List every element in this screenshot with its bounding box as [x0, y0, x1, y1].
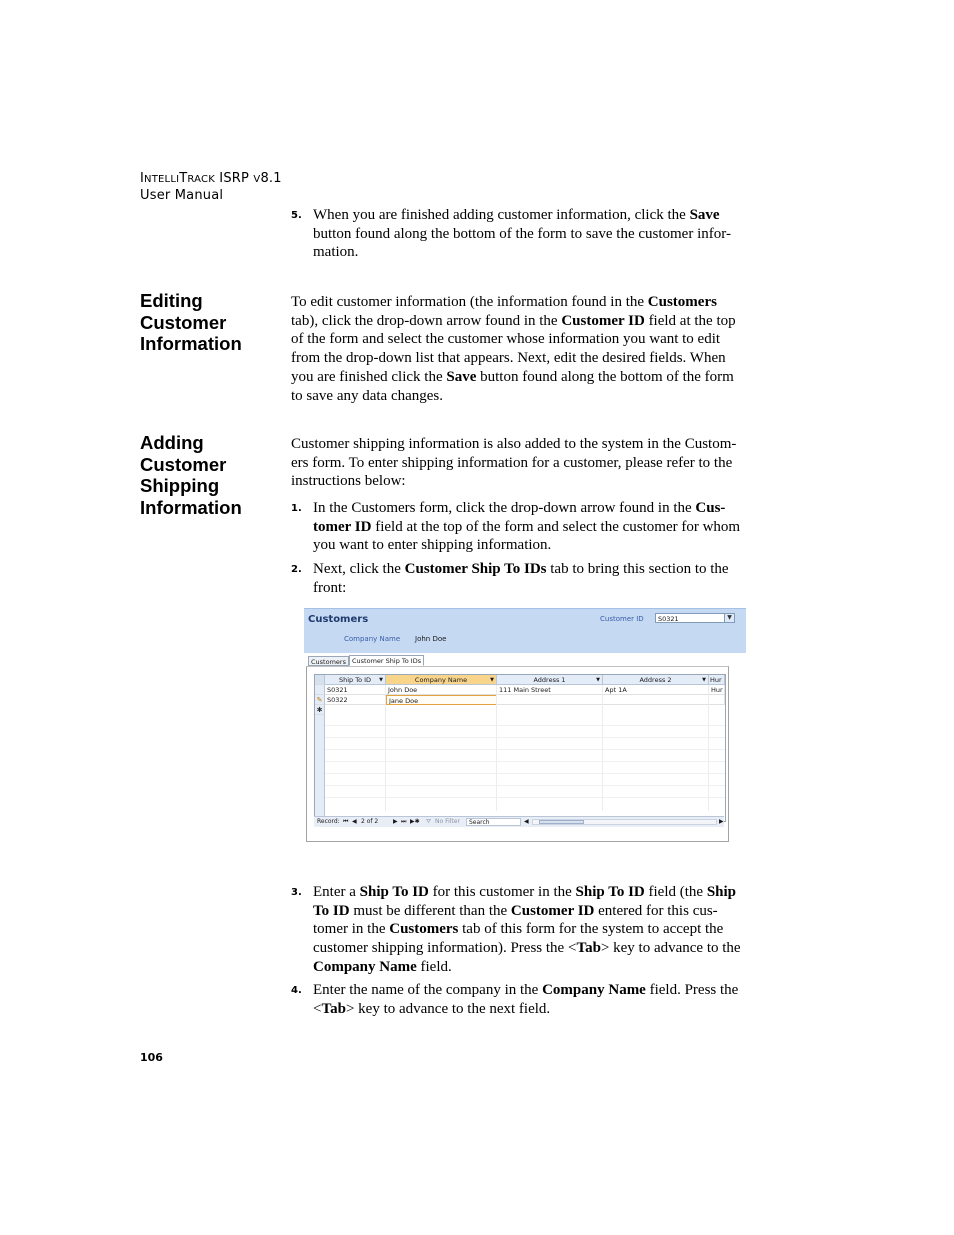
- line: Next, click the Customer Ship To IDs tab to bring this section to the: [313, 561, 729, 577]
- table-cell[interactable]: S0321: [325, 685, 386, 695]
- previous-record-icon[interactable]: ◀: [352, 818, 357, 825]
- scrollbar-thumb[interactable]: [539, 820, 584, 824]
- line: to save any data changes.: [291, 387, 444, 404]
- step-5-text: [313, 206, 763, 262]
- scroll-right-icon[interactable]: ▶: [719, 818, 724, 825]
- grid-line: [708, 685, 709, 811]
- running-header-subtitle: User Manual: [140, 188, 224, 203]
- form-title: Customers: [308, 614, 369, 625]
- step-number: 4.: [291, 985, 302, 996]
- line: Customer shipping information is also added to the system in the Custom-: [291, 436, 737, 452]
- column-header-address-2[interactable]: Address 2 ▼: [603, 675, 709, 685]
- column-header-company-name[interactable]: Company Name ▼: [386, 675, 497, 685]
- line: In the Customers form, click the drop-down arrow found in the Cus-: [313, 500, 726, 516]
- tab-customer-ship-to-ids[interactable]: Customer Ship To IDs: [349, 655, 424, 666]
- line: To edit customer information (the information found in the Customers: [291, 294, 717, 310]
- line: you want to enter shipping information.: [313, 537, 552, 554]
- line: tab), click the drop-down arrow found in the Customer ID field at the top: [291, 312, 736, 329]
- title-isrp: ISRP: [214, 171, 254, 186]
- line: of the form and select the customer whose information you want to edit: [291, 331, 721, 348]
- grid-line: [325, 725, 725, 726]
- new-record-nav-icon[interactable]: ▶✱: [410, 818, 420, 825]
- record-label: Record:: [317, 818, 340, 825]
- step-2-text: [313, 560, 763, 597]
- grid-line: [325, 773, 725, 774]
- step-number: 5.: [291, 210, 302, 221]
- grid-line: [325, 761, 725, 762]
- line: button found along the bottom of the form to save the customer infor-: [313, 225, 731, 242]
- grid-line: [325, 737, 725, 738]
- line: <Tab> key to advance to the next field.: [313, 1000, 551, 1017]
- line: mation.: [313, 244, 359, 261]
- table-cell[interactable]: [497, 695, 603, 705]
- grid-line: [496, 685, 497, 811]
- row-selector-header: [315, 675, 325, 685]
- line: To ID must be different than the Customer ID entered for this cus-: [313, 902, 718, 919]
- step-1-text: [313, 499, 763, 555]
- line: front:: [313, 579, 347, 596]
- customer-id-label: Customer ID: [600, 615, 644, 623]
- sort-arrow-icon: ▼: [379, 677, 383, 683]
- table-cell[interactable]: John Doe: [386, 685, 497, 695]
- column-header-hur[interactable]: Hur: [709, 675, 725, 685]
- line: Enter a Ship To ID for this customer in the Ship To ID field (the Ship: [313, 884, 737, 900]
- search-input[interactable]: Search: [466, 818, 521, 826]
- step-number: 1.: [291, 503, 302, 514]
- running-header-title: [140, 171, 282, 186]
- grid-line: [325, 797, 725, 798]
- table-cell-active[interactable]: Jane Doe: [386, 695, 497, 705]
- chevron-down-icon[interactable]: ▼: [724, 614, 734, 622]
- first-record-icon[interactable]: ⏮: [343, 818, 349, 825]
- adding-paragraph: [291, 435, 761, 491]
- step-4-text: [313, 981, 763, 1018]
- title-ntelli: NTELLI: [144, 174, 180, 185]
- grid-line: [325, 749, 725, 750]
- section-heading-editing: Editing Customer Information: [140, 290, 242, 354]
- section-heading-adding: Adding Customer Shipping Information: [140, 432, 242, 518]
- line: tomer in the Customers tab of this form for the system to accept the: [313, 921, 724, 938]
- no-filter-label[interactable]: No Filter: [435, 818, 460, 825]
- record-position[interactable]: 2 of 2: [361, 818, 379, 825]
- title-t: T: [179, 171, 188, 186]
- sort-arrow-icon: ▼: [490, 677, 494, 683]
- last-record-icon[interactable]: ⏭: [401, 818, 407, 825]
- company-name-value: John Doe: [415, 635, 447, 643]
- line: Enter the name of the company in the Company Name field. Press the: [313, 982, 739, 998]
- edit-pencil-icon[interactable]: ✎: [315, 695, 325, 705]
- customer-id-combo[interactable]: S0321 ▼: [655, 613, 735, 623]
- scroll-left-icon[interactable]: ◀: [524, 818, 529, 825]
- horizontal-scrollbar[interactable]: [532, 819, 717, 825]
- line: Company Name field.: [313, 958, 452, 975]
- step-3-text: [313, 883, 763, 977]
- row-selector[interactable]: [315, 685, 325, 695]
- page-number: 106: [140, 1051, 163, 1064]
- editing-paragraph: [291, 293, 761, 405]
- customers-form-screenshot: [304, 608, 732, 842]
- table-cell[interactable]: [603, 695, 709, 705]
- row-selector-column: [315, 715, 325, 817]
- next-record-icon[interactable]: ▶: [393, 818, 398, 825]
- sort-arrow-icon: ▼: [596, 677, 600, 683]
- table-cell[interactable]: S0322: [325, 695, 386, 705]
- title-rack: RACK: [187, 174, 215, 185]
- form-header-band: [304, 608, 746, 653]
- step-number: 2.: [291, 564, 302, 575]
- table-cell[interactable]: [709, 695, 725, 705]
- line: tomer ID field at the top of the form and select the customer for whom: [313, 518, 741, 535]
- table-cell[interactable]: Hur: [709, 685, 725, 695]
- table-cell[interactable]: 111 Main Street: [497, 685, 603, 695]
- grid-line: [325, 785, 725, 786]
- new-record-icon[interactable]: ✱: [315, 705, 325, 715]
- line: customer shipping information). Press the <Tab> key to advance to the: [313, 940, 741, 957]
- record-navigation-bar: [314, 816, 724, 827]
- title-v: V: [253, 174, 261, 185]
- line: instructions below:: [291, 473, 406, 490]
- title-version: 8.1: [260, 171, 282, 186]
- table-cell[interactable]: Apt 1A: [603, 685, 709, 695]
- line: When you are finished adding customer information, click the Save: [313, 207, 720, 223]
- title-i: I: [140, 171, 145, 186]
- tab-customers[interactable]: Customers: [308, 656, 349, 666]
- step-number: 3.: [291, 887, 302, 898]
- sort-arrow-icon: ▼: [702, 677, 706, 683]
- column-header-ship-to-id[interactable]: Ship To ID ▼: [325, 675, 386, 685]
- column-header-address-1[interactable]: Address 1 ▼: [497, 675, 603, 685]
- grid-line: [602, 685, 603, 811]
- company-name-label: Company Name: [344, 635, 401, 643]
- line: you are finished click the Save button found along the bottom of the form: [291, 368, 734, 385]
- line: ers form. To enter shipping information for a customer, please refer to the: [291, 454, 733, 471]
- grid-line: [385, 685, 386, 811]
- filter-icon[interactable]: ⛛: [426, 818, 432, 825]
- ship-to-datasheet: [314, 674, 726, 822]
- line: from the drop-down list that appears. Next, edit the desired fields. When: [291, 350, 726, 367]
